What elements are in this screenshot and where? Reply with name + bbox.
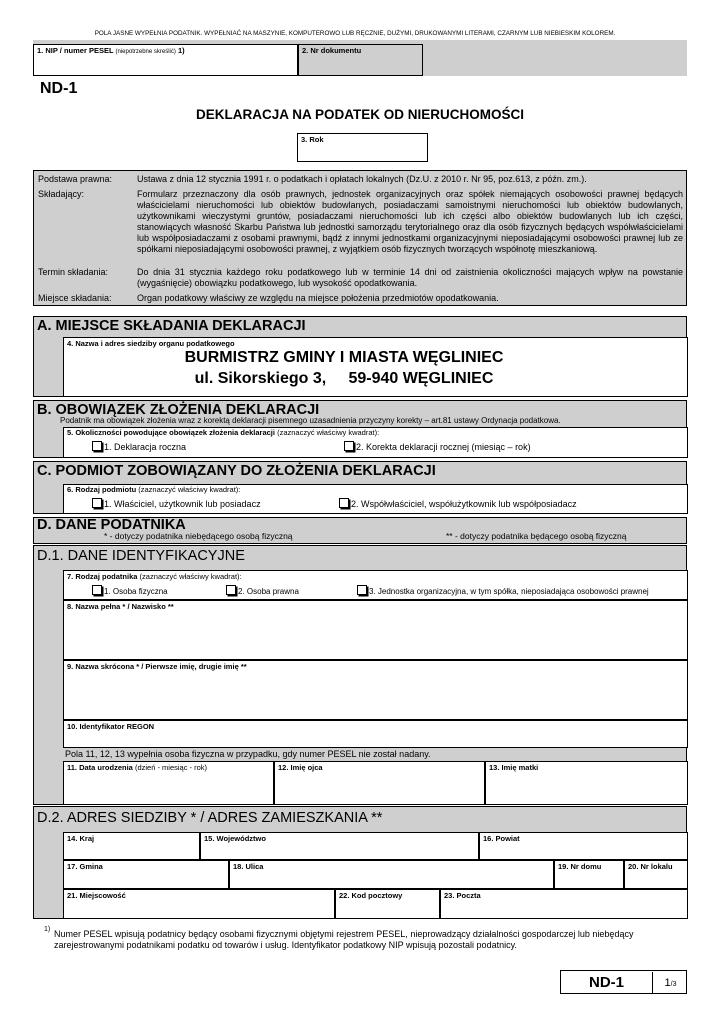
page-number [653, 971, 688, 996]
regon-label: 10. Identyfikator REGON [67, 722, 155, 731]
father-name-field[interactable] [274, 761, 485, 805]
option-annual-label: 1. Deklaracja roczna [104, 442, 187, 452]
father-name-label: 12. Imię ojca [278, 763, 323, 772]
entity-type-label: 6. Rodzaj podmiotu [67, 485, 137, 494]
info-label-legal-basis: Podstawa prawna: [38, 174, 113, 184]
checkbox-owner[interactable] [92, 498, 102, 508]
house-number-label: 19. Nr domu [558, 862, 602, 871]
section-a [33, 316, 687, 397]
taxpayer-type-hint: (zaznaczyć właściwy kwadrat): [139, 572, 242, 581]
checkbox-legal-person[interactable] [226, 585, 236, 595]
checkbox-natural-person[interactable] [92, 585, 102, 595]
header-fields [33, 40, 687, 76]
section-d1-title: D.1. DANE IDENTYFIKACYJNE [37, 548, 245, 564]
district-field[interactable] [479, 832, 688, 860]
info-label-place: Miejsce składania: [38, 293, 112, 303]
street-field[interactable] [229, 860, 554, 889]
obligation-field [63, 427, 688, 458]
post-office-field[interactable] [440, 889, 688, 919]
mother-name-field[interactable] [485, 761, 688, 805]
birth-date-label: 11. Data urodzenia [67, 763, 133, 772]
municipality-field[interactable] [63, 860, 229, 889]
full-name-field[interactable] [63, 600, 688, 660]
apartment-number-field[interactable] [624, 860, 688, 889]
option-correction[interactable] [344, 441, 531, 452]
postal-code-field[interactable] [335, 889, 440, 919]
entity-type-hint: (zaznaczyć właściwy kwadrat): [138, 485, 241, 494]
info-block [33, 170, 687, 306]
pesel-note: Pola 11, 12, 13 wypełnia osoba fizyczna w przypadku, gdy numer PESEL nie został nadany. [65, 749, 431, 759]
tax-authority-label: 4. Nazwa i adres siedziby organu podatkowego [67, 339, 235, 348]
checkbox-annual[interactable] [92, 441, 102, 451]
footer-form-code: ND-1 [561, 972, 653, 994]
obligation-label: 5. Okoliczności powodujące obowiązek złożenia deklaracji [67, 428, 275, 437]
nip-pesel-field[interactable] [33, 44, 298, 76]
birth-date-field[interactable] [63, 761, 274, 805]
entity-type-field [63, 484, 688, 514]
postal-code-label: 22. Kod pocztowy [339, 891, 403, 900]
option-owner[interactable] [92, 498, 261, 509]
checkbox-correction[interactable] [344, 441, 354, 451]
taxpayer-type-field [63, 570, 688, 600]
obligation-hint: (zaznaczyć właściwy kwadrat): [277, 428, 380, 437]
option-co-owner-label: 2. Współwłaściciel, współużytkownik lub współposiadacz [351, 499, 577, 509]
footnote-text: Numer PESEL wpisują podatnicy będący osobami fizycznymi objętymi rejestrem PESEL, nieprowadzący działalności gospodarczej lub niebędący zarejestrowanymi podatnikami podatku od towarów i usług. Identyfikator podatkowy NIP wpisują pozostali podatnicy. [54, 929, 634, 950]
birth-date-hint: (dzień - miesiąc - rok) [134, 763, 208, 772]
checkbox-organizational-unit[interactable] [357, 585, 367, 595]
street-label: 18. Ulica [233, 862, 264, 871]
apartment-number-label: 20. Nr lokalu [628, 862, 673, 871]
section-c [33, 461, 687, 514]
option-correction-label: 2. Korekta deklaracji rocznej (miesiąc – rok) [356, 442, 531, 452]
municipality-label: 17. Gmina [67, 862, 103, 871]
section-d-title: D. DANE PODATNIKA [37, 517, 186, 533]
tax-authority-address: ul. Sikorskiego 3, 59-940 WĘGLINIEC [194, 370, 494, 387]
nip-pesel-label: 1. NIP / numer PESEL [37, 46, 114, 55]
short-name-field[interactable] [63, 660, 688, 720]
page-footer [560, 970, 687, 994]
option-natural-person-label: 1. Osoba fizyczna [104, 587, 168, 596]
house-number-field[interactable] [554, 860, 624, 889]
info-label-submitter: Składający: [38, 189, 85, 199]
tax-authority-field [63, 337, 688, 397]
top-note: POLA JASNE WYPEŁNIA PODATNIK. WYPEŁNIAĆ NA MASZYNIE, KOMPUTEROWO LUB RĘCZNIE, DUŻYMI, DRUKOWANYMI LITERAMI, CZARNYM LUB NIEBIESKIM KOLOREM. [94, 30, 616, 37]
section-d [33, 517, 687, 544]
province-label: 15. Województwo [204, 834, 266, 843]
taxpayer-type-label: 7. Rodzaj podatnika [67, 572, 138, 581]
section-b [33, 400, 687, 458]
info-text-submitter: Formularz przeznaczony dla osób prawnych, jednostek organizacyjnych oraz spółek niemających osobowości prawnej będących właścicielami nieruchomości lub obiektów budowlanych, posiadaczami samoistnymi nieruchomości lub obiektów budowlanych, użytkownikami wieczystymi gruntów, posiadaczami nieruchomości lub ich części albo obiektów budowlanych lub ich części, stanowiących własność Skarbu Państwa lub jednostki samorządu terytorialnego oraz dla osób fizycznych będących współwłaścicielami lub współposiadaczami z osobami prawnymi, bądź z innymi jednostkami organizacyjnymi nieposiadającymi osobowości prawnej lub ze spółkami nieposiadającymi osobowości prawnej, z wyjątkiem osób fizycznych tworzących współnotę mieszkaniową. [137, 189, 683, 254]
mother-name-label: 13. Imię matki [489, 763, 539, 772]
option-legal-person-label: 2. Osoba prawna [238, 587, 299, 596]
footnote-marker: 1) [44, 926, 51, 933]
form-code: ND-1 [40, 80, 78, 97]
section-b-title: B. OBOWIĄZEK ZŁOŻENIA DEKLARACJI [37, 402, 320, 418]
country-label: 14. Kraj [67, 834, 95, 843]
city-field[interactable] [63, 889, 335, 919]
district-label: 16. Powiat [483, 834, 520, 843]
document-number-label: 2. Nr dokumentu [302, 46, 362, 55]
option-legal-person[interactable] [226, 585, 299, 596]
year-field[interactable] [297, 133, 428, 162]
section-d1 [33, 545, 687, 805]
option-organizational-unit-label: 3. Jednostka organizacyjna, w tym spółka, nieposiadająca osobowości prawnej [369, 587, 649, 596]
section-d-note-legal: * - dotyczy podatnika niebędącego osobą fizyczną [104, 531, 293, 541]
full-name-label: 8. Nazwa pełna * / Nazwisko ** [67, 602, 174, 611]
section-c-title: C. PODMIOT ZOBOWIĄZANY DO ZŁOŻENIA DEKLARACJI [37, 463, 436, 479]
section-d-note-natural: ** - dotyczy podatnika będącego osobą fizyczną [446, 531, 627, 541]
info-text-place: Organ podatkowy właściwy ze względu na miejsce położenia przedmiotów opodatkowania. [137, 293, 499, 303]
info-text-legal-basis: Ustawa z dnia 12 stycznia 1991 r. o podatkach i opłatach lokalnych (Dz.U. z 2010 r. Nr 95, poz.613, z późn. zm.). [137, 174, 587, 184]
page-current: 1 [664, 977, 671, 989]
section-b-note: Podatnik ma obowiązek złożenia wraz z korektą deklaracji pisemnego uzasadnienia przyczyny korekty – art.81 ustawy Ordynacja podatkowa. [60, 416, 561, 425]
section-a-title: A. MIEJSCE SKŁADANIA DEKLARACJI [37, 318, 306, 334]
tax-authority-name: BURMISTRZ GMINY I MIASTA WĘGLINIEC [184, 349, 504, 366]
option-organizational-unit[interactable] [357, 585, 649, 596]
section-d2-title: D.2. ADRES SIEDZIBY * / ADRES ZAMIESZKANIA ** [37, 810, 383, 826]
city-label: 21. Miejscowość [67, 891, 126, 900]
nip-pesel-footnote-ref: 1) [177, 46, 185, 55]
page-total: /3 [670, 981, 677, 988]
post-office-label: 23. Poczta [444, 891, 481, 900]
option-natural-person[interactable] [92, 585, 168, 596]
document-number-field[interactable] [298, 44, 423, 76]
province-field[interactable] [200, 832, 479, 860]
year-label: 3. Rok [301, 135, 324, 144]
short-name-label: 9. Nazwa skrócona * / Pierwsze imię, drugie imię ** [67, 662, 247, 671]
checkbox-co-owner[interactable] [339, 498, 349, 508]
option-annual-declaration[interactable] [92, 441, 186, 452]
info-text-deadline: Do dnia 31 stycznia każdego roku podatkowego lub w terminie 14 dni od zaistnienia okoliczności mających wpływ na powstanie (wygaśnięcie) obowiązku podatkowego, lub wysokość opodatkowania. [137, 267, 683, 288]
option-co-owner[interactable] [339, 498, 577, 509]
option-owner-label: 1. Właściciel, użytkownik lub posiadacz [104, 499, 261, 509]
country-field[interactable] [63, 832, 200, 860]
nip-pesel-note: (niepotrzebne skreślić) [115, 49, 176, 55]
regon-field[interactable] [63, 720, 688, 748]
section-d2 [33, 806, 687, 919]
page-title: DEKLARACJA NA PODATEK OD NIERUCHOMOŚCI [195, 107, 524, 122]
info-label-deadline: Termin składania: [38, 267, 109, 277]
